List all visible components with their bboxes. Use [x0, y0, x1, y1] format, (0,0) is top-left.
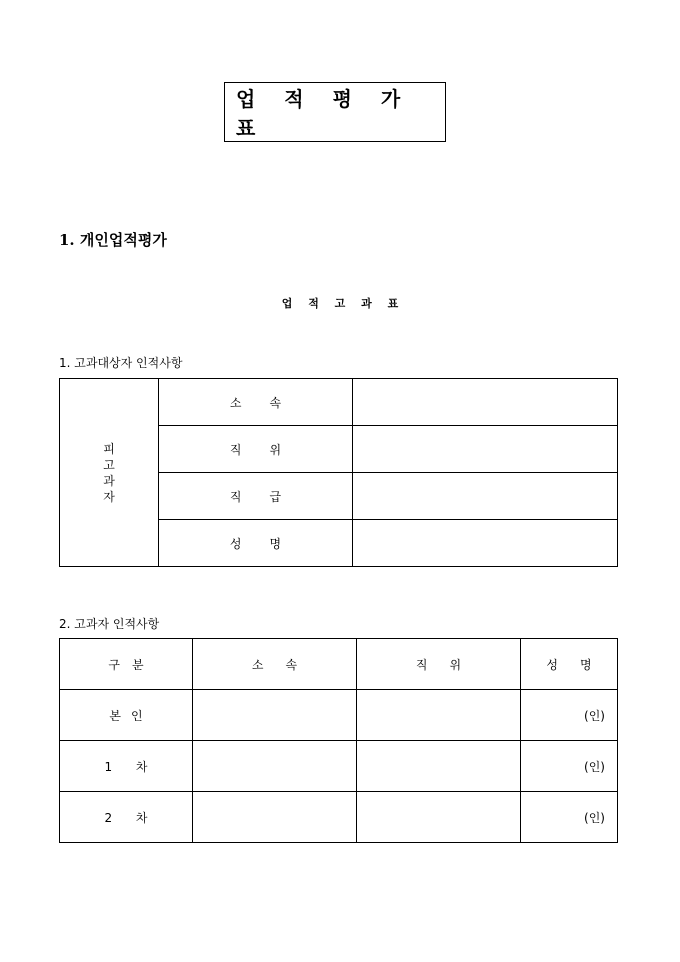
name-label: 성명 [159, 520, 353, 567]
name-value-cell[interactable] [353, 520, 618, 567]
group-label-char: 과 [103, 473, 115, 488]
table-row [60, 792, 618, 843]
sub-title: 업 적 고 과 표 [281, 297, 405, 310]
appraisee-group-label [60, 379, 159, 567]
seal-cell[interactable]: (인) [521, 690, 618, 741]
header-category: 구분 [60, 639, 193, 690]
dept-value-cell[interactable] [353, 379, 618, 426]
dept-label: 소속 [159, 379, 353, 426]
group-label-char: 고 [103, 457, 115, 472]
position-cell[interactable] [357, 792, 521, 843]
header-position: 직위 [357, 639, 521, 690]
position-cell[interactable] [357, 690, 521, 741]
dept-cell[interactable] [193, 741, 357, 792]
appraisee-info-table [59, 378, 618, 567]
group-label-char: 자 [103, 489, 115, 504]
header-name: 성명 [521, 639, 618, 690]
appraiser-info-table [59, 638, 618, 843]
grade-value-cell[interactable] [353, 473, 618, 520]
document-title: 업 적 평 가 표 [224, 82, 446, 142]
header-dept: 소속 [193, 639, 357, 690]
dept-cell[interactable] [193, 690, 357, 741]
table-row [60, 379, 618, 426]
table-row [60, 741, 618, 792]
table-header-row [60, 639, 618, 690]
table1-caption: 1. 고과대상자 인적사항 [59, 356, 183, 370]
table-row [60, 690, 618, 741]
seal-cell[interactable]: (인) [521, 741, 618, 792]
table2-caption: 2. 고과자 인적사항 [59, 617, 160, 631]
dept-cell[interactable] [193, 792, 357, 843]
seal-cell[interactable]: (인) [521, 792, 618, 843]
row-label-second: 2 차 [60, 792, 193, 843]
position-value-cell[interactable] [353, 426, 618, 473]
position-cell[interactable] [357, 741, 521, 792]
row-label-first: 1 차 [60, 741, 193, 792]
grade-label: 직급 [159, 473, 353, 520]
position-label: 직위 [159, 426, 353, 473]
section-heading: 1. 개인업적평가 [59, 231, 167, 249]
row-label-self: 본인 [60, 690, 193, 741]
group-label-char: 피 [103, 441, 115, 456]
